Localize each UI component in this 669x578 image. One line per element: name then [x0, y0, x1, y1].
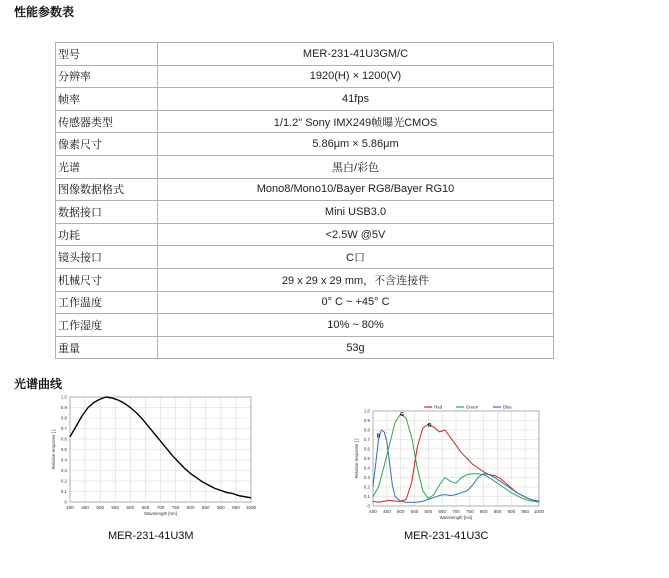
- spec-label: 图像数据格式: [56, 178, 158, 201]
- x-tick-label: 500: [396, 509, 405, 514]
- spec-row: [56, 155, 554, 178]
- x-tick-label: 600: [424, 509, 433, 514]
- spec-label: 光谱: [56, 155, 158, 178]
- color-spectrum-chart: [349, 396, 547, 524]
- spec-row: [56, 65, 554, 88]
- y-tick-label: 0: [367, 503, 370, 509]
- y-tick-label: 0.8: [60, 415, 67, 421]
- x-tick-label: 900: [507, 509, 516, 514]
- spec-value: 0° C ~ +45° C: [158, 291, 554, 314]
- x-tick-label: 950: [232, 505, 240, 510]
- x-tick-label: 900: [216, 505, 225, 510]
- spec-value: 1/1.2" Sony IMX249帧曝光CMOS: [158, 110, 554, 133]
- curve-annotation: B: [376, 433, 381, 440]
- x-tick-label: 400: [66, 505, 74, 510]
- x-tick-label: 650: [438, 509, 447, 514]
- spec-label: 传感器类型: [56, 110, 158, 133]
- spec-label: 工作温度: [56, 291, 158, 314]
- y-tick-label: 0.2: [60, 478, 67, 484]
- spec-section-title: 性能参数表: [14, 5, 75, 19]
- x-tick-label: 850: [201, 505, 210, 510]
- x-tick-label: 800: [186, 505, 195, 510]
- spec-label: 分辨率: [56, 65, 158, 88]
- y-tick-label: 0: [64, 499, 67, 505]
- x-tick-label: 550: [111, 505, 120, 510]
- spec-label: 机械尺寸: [56, 268, 158, 291]
- spec-row: [56, 110, 554, 133]
- y-tick-label: 0.7: [363, 437, 370, 443]
- spec-row: [56, 201, 554, 224]
- x-tick-label: 650: [141, 505, 150, 510]
- y-tick-label: 0.7: [60, 426, 67, 432]
- spec-row: [56, 43, 554, 66]
- x-tick-label: 950: [521, 509, 530, 514]
- spec-value: MER-231-41U3GM/C: [158, 43, 554, 66]
- y-tick-label: 1.0: [363, 408, 370, 414]
- spec-table: [55, 42, 554, 359]
- spec-row: [56, 291, 554, 314]
- legend-label: Blue: [502, 404, 512, 410]
- y-tick-label: 1.0: [60, 394, 67, 400]
- spec-value: 53g: [158, 336, 554, 359]
- spec-value: C口: [158, 246, 554, 269]
- spec-label: 型号: [56, 43, 158, 66]
- spec-value: 5.86μm × 5.86μm: [158, 133, 554, 156]
- y-tick-label: 0.9: [363, 418, 370, 424]
- spec-label: 工作湿度: [56, 314, 158, 337]
- curve-annotation: R: [427, 423, 432, 430]
- spec-value: Mini USB3.0: [158, 201, 554, 224]
- spec-row: [56, 178, 554, 201]
- y-tick-label: 0.1: [60, 489, 67, 495]
- x-tick-label: 700: [156, 505, 165, 510]
- spec-row: [56, 268, 554, 291]
- spec-label: 像素尺寸: [56, 133, 158, 156]
- y-axis-label: Relative response [ ]: [354, 438, 359, 479]
- x-tick-label: 550: [410, 509, 419, 514]
- spec-value: 41fps: [158, 88, 554, 111]
- legend-label: Red: [434, 404, 443, 410]
- y-axis-label: Relative response [ ]: [51, 429, 56, 470]
- spec-value: Mono8/Mono10/Bayer RG8/Bayer RG10: [158, 178, 554, 201]
- spec-row: [56, 314, 554, 337]
- curve-annotation: G: [400, 411, 404, 418]
- spec-value: <2.5W @5V: [158, 223, 554, 246]
- x-tick-label: 750: [465, 509, 474, 514]
- y-tick-label: 0.4: [363, 465, 370, 471]
- x-tick-label: 450: [382, 509, 391, 514]
- x-tick-label: 600: [126, 505, 135, 510]
- spec-label: 镜头接口: [56, 246, 158, 269]
- spec-label: 重量: [56, 336, 158, 359]
- y-tick-label: 0.5: [60, 447, 67, 453]
- x-tick-label: 850: [493, 509, 502, 514]
- x-axis-label: Wavelength [nm]: [144, 511, 177, 516]
- spec-value: 10% ~ 80%: [158, 314, 554, 337]
- x-tick-label: 1000: [245, 505, 257, 510]
- y-tick-label: 0.6: [363, 446, 370, 452]
- spec-row: [56, 88, 554, 111]
- y-tick-label: 0.6: [60, 436, 67, 442]
- mono-chart-caption: MER-231-41U3M: [108, 530, 194, 542]
- y-tick-label: 0.4: [60, 457, 67, 463]
- y-tick-label: 0.2: [363, 484, 370, 490]
- x-tick-label: 750: [171, 505, 180, 510]
- spec-row: [56, 336, 554, 359]
- color-chart-caption: MER-231-41U3C: [404, 530, 489, 542]
- y-tick-label: 0.9: [60, 405, 67, 411]
- y-tick-label: 0.8: [363, 427, 370, 433]
- x-tick-label: 400: [369, 509, 377, 514]
- spec-row: [56, 223, 554, 246]
- spec-value: 黑白/彩色: [158, 155, 554, 178]
- spec-value: 29 x 29 x 29 mm，不含连接件: [158, 268, 554, 291]
- y-tick-label: 0.3: [60, 468, 67, 474]
- spec-label: 帧率: [56, 88, 158, 111]
- spectrum-section-title: 光谱曲线: [14, 377, 63, 391]
- spec-value: 1920(H) × 1200(V): [158, 65, 554, 88]
- legend-label: Green: [465, 404, 479, 410]
- y-tick-label: 0.3: [363, 475, 370, 481]
- spec-label: 功耗: [56, 223, 158, 246]
- x-axis-label: Wavelength [nm]: [439, 515, 473, 520]
- x-tick-label: 500: [96, 505, 105, 510]
- spec-row: [56, 246, 554, 269]
- x-tick-label: 800: [479, 509, 488, 514]
- mono-spectrum-chart: [52, 388, 264, 524]
- y-tick-label: 0.5: [363, 456, 370, 462]
- x-tick-label: 700: [452, 509, 460, 514]
- y-tick-label: 0.1: [363, 494, 370, 500]
- spec-row: [56, 133, 554, 156]
- x-tick-label: 450: [81, 505, 89, 510]
- x-tick-label: 1000: [533, 509, 545, 514]
- spec-label: 数据接口: [56, 201, 158, 224]
